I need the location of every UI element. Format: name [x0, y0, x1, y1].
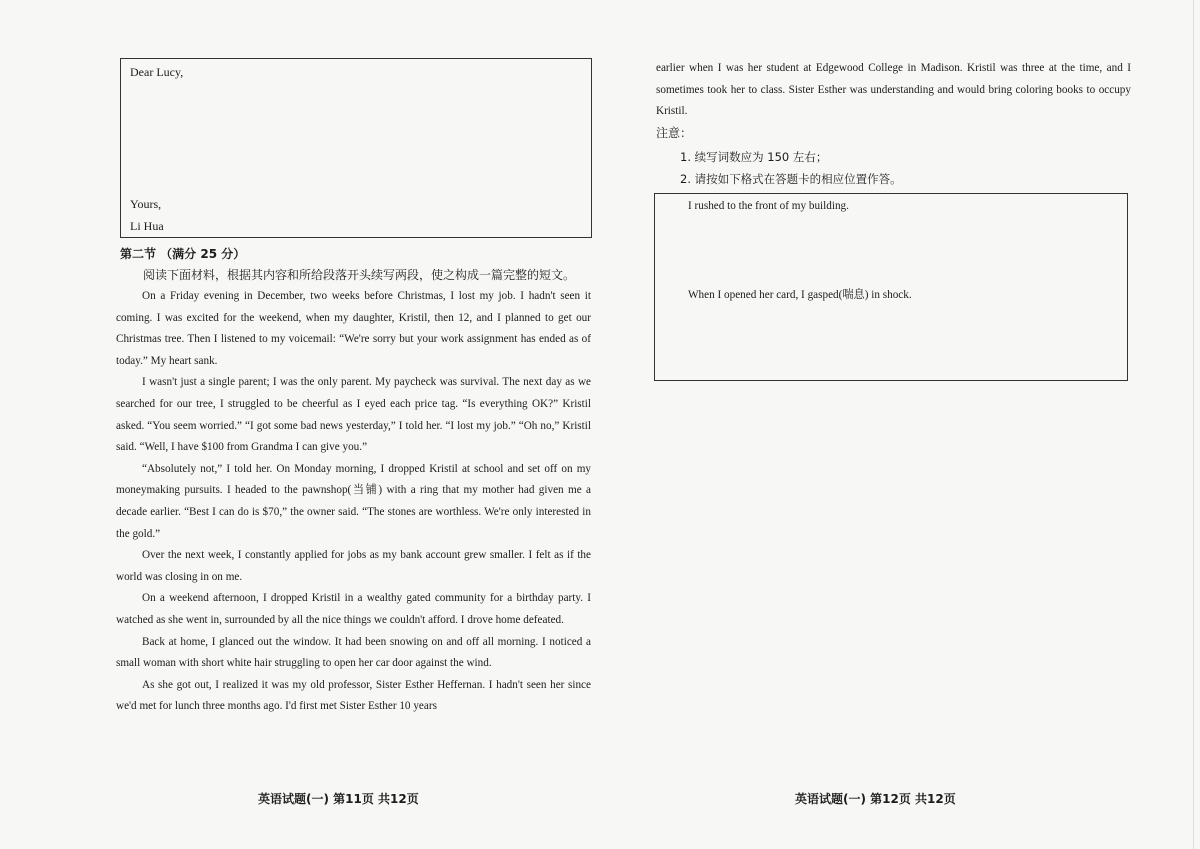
- notes-title: 注意：: [656, 126, 693, 140]
- note-item: 1. 续写词数应为 150 左右；: [680, 150, 828, 164]
- story-paragraph: earlier when I was her student at Edgewood College in Madison. Kristil was three at the time, and I sometimes took her to class. Sister Esther was understanding and would bring coloring books to occupy Kristil.: [656, 62, 1131, 118]
- story-paragraph: I wasn't just a single parent; I was the only parent. My paycheck was survival. The next day as we searched for our tree, I struggled to be cheerful as I eyed each price tag. “Is everything OK?” Kristil asked. “You seem worried.” “I got some bad news yesterday,” I told her. “I lost my job.” “Oh no,” Kristil said. “Well, I have $100 from Grandma I can give you.”: [116, 376, 591, 454]
- section-title: 第二节 （满分 25 分）: [120, 247, 246, 261]
- story-paragraph: “Absolutely not,” I told her. On Monday morning, I dropped Kristil at school and set off on my moneymaking pursuits. I headed to the pawnshop(当铺) with a ring that my mother had given me a decade earlier. “Best I can do is $70,” the owner said. “The stones are worthless. We're only interested in the gold.”: [116, 462, 591, 540]
- note-item: 2. 请按如下格式在答题卡的相应位置作答。: [680, 172, 902, 186]
- story-text: [116, 286, 591, 718]
- right-page: [600, 0, 1200, 849]
- letter-greeting: Dear Lucy,: [130, 65, 184, 79]
- notes-list: [680, 146, 902, 190]
- letter-writing-box: [120, 58, 592, 238]
- letter-closing: Yours,: [130, 197, 162, 211]
- story-continuation: [656, 58, 1131, 123]
- letter-closing-block: [130, 193, 164, 237]
- page-edge-line: [1193, 0, 1194, 849]
- paragraph-starter-1: I rushed to the front of my building.: [688, 200, 849, 212]
- answer-box: [654, 193, 1128, 381]
- page-footer-left: 英语试题(一) 第11页 共12页: [258, 792, 419, 806]
- paragraph-starter-2: When I opened her card, I gasped(喘息) in shock.: [688, 289, 912, 301]
- story-paragraph: On a weekend afternoon, I dropped Kristil in a wealthy gated community for a birthday party. I watched as she went in, surrounded by all the nice things we couldn't afford. I drove home defeated.: [116, 592, 591, 626]
- page-footer-right: 英语试题(一) 第12页 共12页: [795, 792, 956, 806]
- story-paragraph: As she got out, I realized it was my old professor, Sister Esther Heffernan. I hadn't seen her since we'd met for lunch three months ago. I'd first met Sister Esther 10 years: [116, 678, 591, 713]
- story-paragraph: Back at home, I glanced out the window. It had been snowing on and off all morning. I noticed a small woman with short white hair struggling to open her car door against the wind.: [116, 635, 591, 670]
- letter-signature: Li Hua: [130, 219, 164, 233]
- section-instruction: 阅读下面材料，根据其内容和所给段落开头续写两段，使之构成一篇完整的短文。: [143, 268, 576, 282]
- story-paragraph: Over the next week, I constantly applied for jobs as my bank account grew smaller. I felt as if the world was closing in on me.: [116, 549, 591, 583]
- story-paragraph: On a Friday evening in December, two weeks before Christmas, I lost my job. I hadn't seen it coming. I was excited for the weekend, when my daughter, Kristil, then 12, and I planned to get our Christmas tree. Then I listened to my voicemail: “We're sorry but your work assignment has ended as of today.” My heart sank.: [116, 290, 591, 367]
